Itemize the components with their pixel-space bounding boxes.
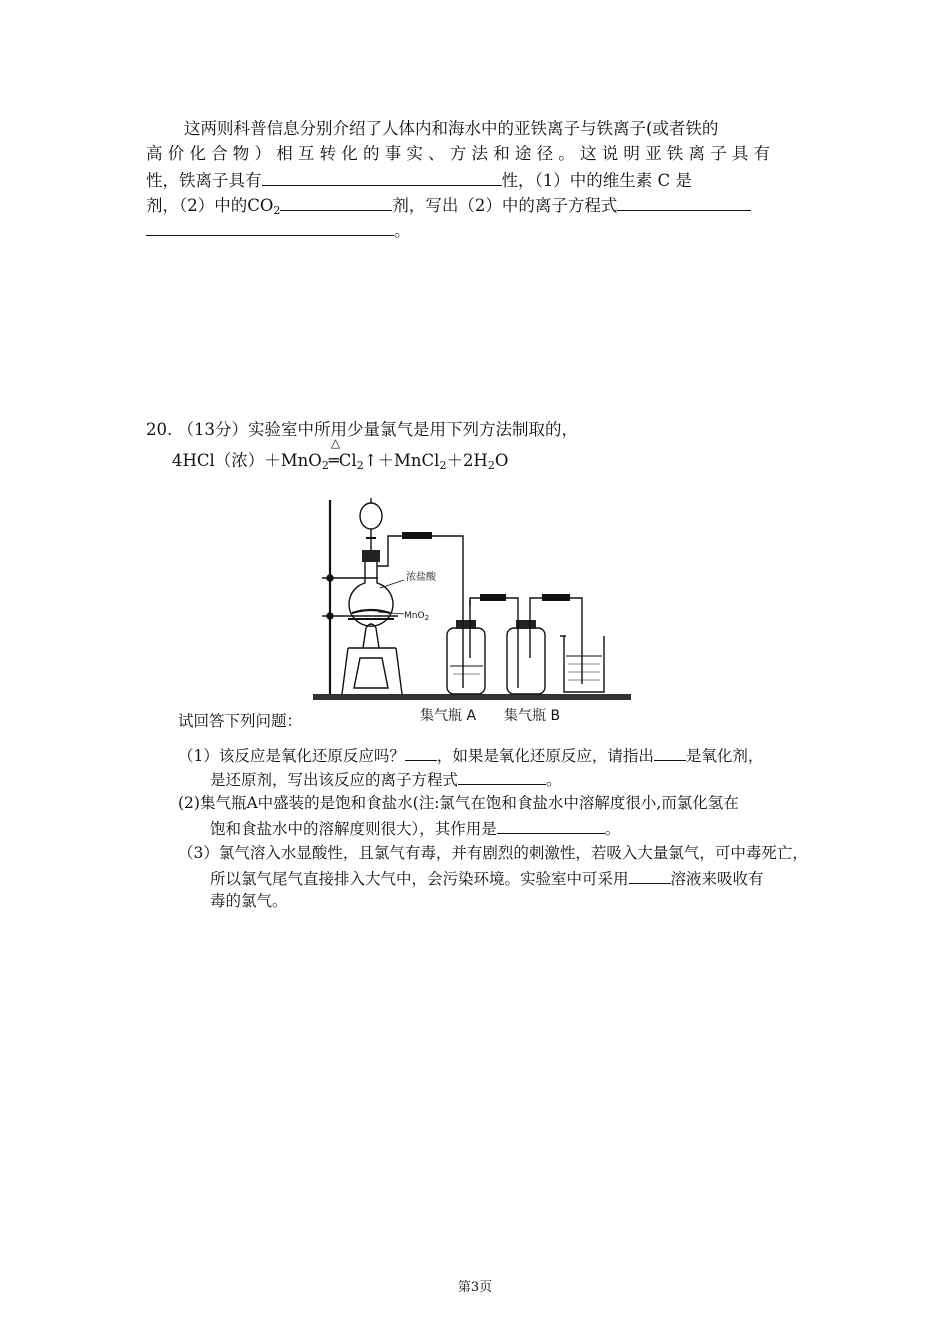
para1-end: 。 bbox=[394, 221, 411, 240]
para1-line2: 高价化合物）相互转化的事实、方法和途径。这说明亚铁离子具有 bbox=[146, 144, 776, 163]
para1-line1: 这两则科普信息分别介绍了人体内和海水中的亚铁离子与铁离子(或者铁的 bbox=[184, 119, 719, 138]
blank-redox-yesno[interactable] bbox=[405, 743, 437, 761]
para1-line3b: 性，（1）中的维生素 C 是 bbox=[501, 171, 692, 190]
blank-absorb-solution[interactable] bbox=[629, 866, 671, 884]
alcohol-lamp-flame bbox=[363, 624, 379, 648]
eq-part1: 4HCl（浓）＋MnO bbox=[172, 451, 322, 470]
eq-sub2: 2 bbox=[356, 459, 364, 472]
heat-equals-sign bbox=[328, 436, 341, 472]
page-number: 第3页 bbox=[457, 1280, 493, 1295]
eq-part4: ＋2H bbox=[446, 451, 488, 470]
para1-line4b: 剂，写出（2）中的离子方程式 bbox=[392, 196, 618, 215]
co2-subscript: 2 bbox=[273, 204, 281, 217]
blank-ionic-eq-1[interactable] bbox=[617, 193, 751, 211]
eq-sign: ═ bbox=[328, 451, 339, 470]
eq-sub3: 2 bbox=[439, 459, 447, 472]
sub1-text-e: 。 bbox=[546, 771, 562, 789]
sub2-line1: (2)集气瓶A中盛装的是饱和食盐水(注:氯气在饱和食盐水中溶解度很小,而氯化氢在 bbox=[178, 794, 739, 812]
sub2-text-a: 饱和食盐水中的溶解度则很大），其作用是 bbox=[210, 820, 497, 838]
rubber-tube-3 bbox=[542, 594, 570, 601]
bottle-a bbox=[447, 628, 485, 694]
para1-line5 bbox=[146, 218, 411, 242]
sub1-text-b: ，如果是氧化还原反应，请指出 bbox=[436, 747, 654, 765]
flask-stopper bbox=[362, 550, 380, 562]
rubber-tube-2 bbox=[480, 594, 506, 601]
label-conc-hcl: 浓盐酸 bbox=[406, 572, 436, 583]
q20-prompt: 试回答下列问题： bbox=[178, 712, 303, 730]
blank-ionic-equation[interactable] bbox=[458, 767, 546, 785]
sub1-text-d: 是还原剂，写出该反应的离子方程式 bbox=[210, 771, 459, 789]
eq-part5: O bbox=[494, 451, 509, 470]
sub3-text-a: 所以氯气尾气直接排入大气中，会污染环境。实验室中可采用 bbox=[210, 870, 629, 888]
eq-sub1: 2 bbox=[321, 459, 329, 472]
sub3-line1: （3）氯气溶入水显酸性，且氯气有毒，并有剧烈的刺激性，若吸入大量氯气，可中毒死亡， bbox=[178, 844, 808, 862]
chlorine-apparatus-figure bbox=[308, 488, 638, 728]
label-bottle-b: 集气瓶 B bbox=[504, 708, 561, 724]
blank-oxidizer[interactable] bbox=[654, 743, 686, 761]
sub2-line2 bbox=[210, 816, 620, 840]
blank-bottle-a-purpose[interactable] bbox=[497, 816, 605, 834]
sub1-line1 bbox=[178, 743, 763, 767]
blank-ionic-eq-2[interactable] bbox=[146, 218, 394, 236]
eq-sub4: 2 bbox=[487, 459, 495, 472]
bottle-b bbox=[507, 628, 545, 694]
blank-co2-role[interactable] bbox=[280, 193, 392, 211]
heat-triangle-icon: △ bbox=[330, 436, 341, 450]
sub3-line3: 毒的氯气。 bbox=[210, 892, 288, 910]
sub2-text-b: 。 bbox=[604, 820, 621, 838]
label-bottle-a: 集气瓶 A bbox=[420, 708, 477, 724]
para1-line4a: 剂，（2）中的CO bbox=[146, 196, 274, 215]
blank-fe3-property[interactable] bbox=[262, 168, 502, 186]
q20-equation bbox=[172, 436, 509, 477]
sub3-text-b: 溶液来吸收有 bbox=[670, 870, 764, 888]
para1-line3 bbox=[146, 168, 692, 192]
label-mno2: MnO$_2$ bbox=[404, 611, 430, 622]
q20-heading: 20. （13分）实验室中所用少量氯气是用下列方法制取的， bbox=[146, 420, 578, 439]
para1-line3a: 性，铁离子具有 bbox=[146, 171, 262, 190]
alcohol-lamp bbox=[354, 658, 388, 688]
sub3-line2 bbox=[210, 866, 764, 890]
sub1-text-a: （1）该反应是氧化还原反应吗？ bbox=[178, 747, 405, 765]
sep-funnel bbox=[360, 503, 382, 529]
eq-part2: Cl bbox=[338, 451, 357, 470]
eq-part3: ↑＋MnCl bbox=[363, 451, 440, 470]
rubber-tube-1 bbox=[402, 532, 432, 539]
base-board bbox=[313, 694, 631, 700]
sub1-text-c: 是氧化剂， bbox=[685, 747, 764, 765]
sub1-line2 bbox=[210, 767, 562, 791]
